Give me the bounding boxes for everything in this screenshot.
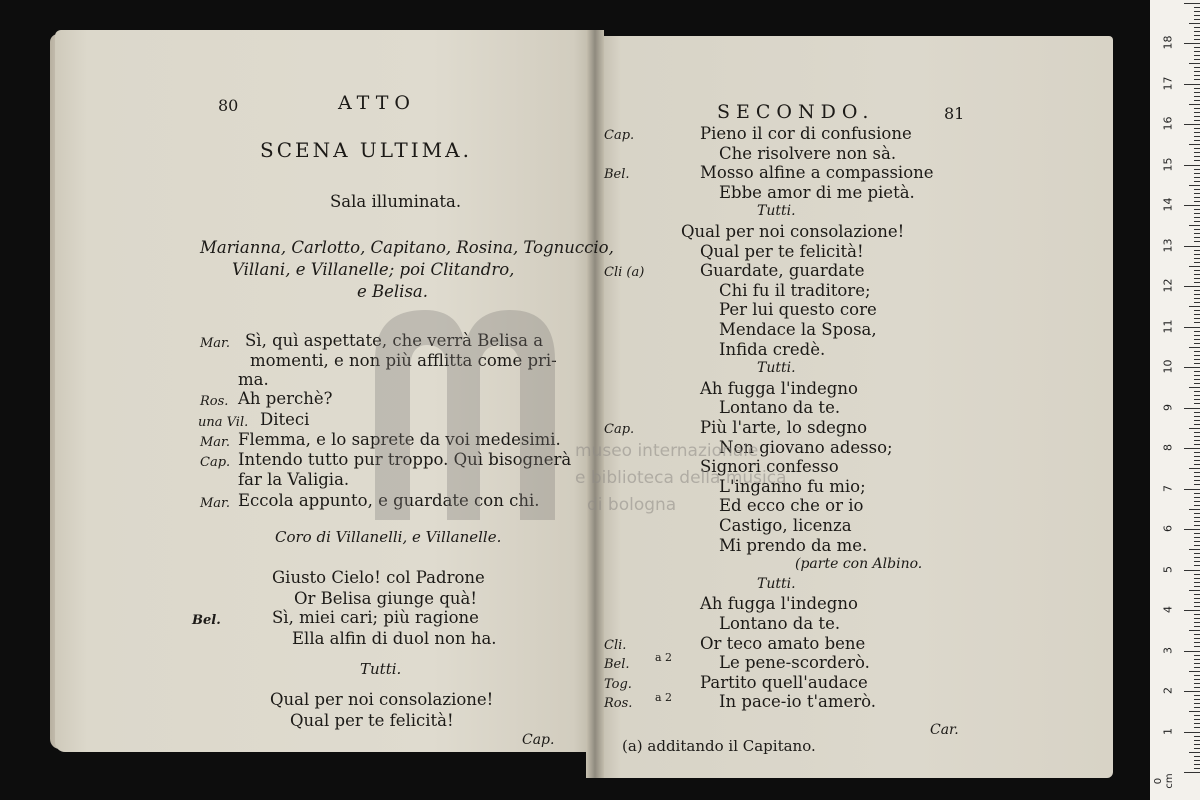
ruler-tick [1194,282,1200,283]
ruler-tick [1194,740,1200,741]
ruler-tick [1194,719,1200,720]
ruler-tick [1194,675,1200,676]
ruler-tick [1194,39,1200,40]
ruler-tick [1194,655,1200,656]
ruler-tick [1194,391,1200,392]
ruler-number: 11 [1161,319,1175,333]
ruler-tick [1194,424,1200,425]
watermark-line: museo internazionale [575,441,759,461]
ruler-tick [1189,347,1200,348]
ruler-number: 1 [1161,727,1175,735]
ruler-tick [1194,642,1200,643]
ruler-tick [1189,468,1200,469]
ruler-tick [1194,128,1200,129]
speaker-label: Cap. [604,128,635,143]
catchword: Car. [930,722,959,738]
ruler-tick [1194,436,1200,437]
ruler-tick [1194,262,1200,263]
ruler-tick [1189,104,1200,105]
verse-line: Che risolvere non sà. [719,143,897,163]
ruler-tick [1184,367,1200,368]
ruler-tick [1194,237,1200,238]
ruler-tick [1194,618,1200,619]
ruler-tick [1194,614,1200,615]
catchword: Cap. [522,732,555,748]
ruler-tick [1189,23,1200,24]
ruler-tick [1194,335,1200,336]
verse-line: Qual per noi consolazione! [270,690,494,709]
ruler-tick [1194,606,1200,607]
tutti-heading: Tutti. [360,660,402,678]
speaker-label: Tog. [604,676,632,692]
ruler-number: 3 [1161,646,1175,654]
ruler-tick [1184,448,1200,449]
dialogue-line: Sì, quì aspettate, che verrà Belisa a [245,331,544,350]
ruler-number: 8 [1161,444,1175,451]
ruler-tick [1194,505,1200,506]
ruler-tick [1194,667,1200,668]
ruler-number: 18 [1161,35,1175,50]
speaker-label: Cli (a) [604,265,645,281]
ruler-tick [1194,112,1200,113]
ruler-tick [1194,460,1200,461]
ruler-tick [1194,100,1200,101]
dialogue-line: Diteci [260,410,310,429]
ruler-tick [1194,497,1200,498]
characters-line: e Belisa. [357,282,429,301]
left-running-head: ATTO [338,92,416,114]
ruler-tick [1194,136,1200,137]
verse-line: Le pene-scorderò. [719,653,870,673]
ruler-tick [1194,152,1200,153]
verse-line: Mosso alfine a compassione [700,163,934,183]
ruler-tick [1184,3,1200,4]
left-page-number: 80 [218,96,239,115]
ruler-tick [1194,707,1200,708]
ruler-tick [1194,15,1200,16]
verse-line: Pieno il cor di confusione [700,124,912,143]
ruler-tick [1189,225,1200,226]
ruler-tick [1194,622,1200,623]
ruler-tick [1194,399,1200,400]
ruler-tick [1194,703,1200,704]
speaker-label: Bel. [192,613,221,628]
ruler-tick [1194,339,1200,340]
ruler-tick [1184,691,1200,692]
ruler-tick [1194,298,1200,299]
ruler-tick [1194,31,1200,32]
ruler-tick [1194,7,1200,8]
ruler-tick [1194,250,1200,251]
ruler-tick [1194,715,1200,716]
a2-mark: a 2 [655,691,673,704]
verse-line: Qual per te felicità! [700,241,864,261]
ruler-tick [1194,120,1200,121]
ruler-tick [1194,695,1200,696]
ruler-tick [1194,75,1200,76]
ruler-number: 7 [1161,484,1175,492]
ruler-tick [1194,586,1200,587]
ruler-tick [1184,124,1200,125]
ruler-tick [1194,229,1200,230]
ruler-tick [1194,403,1200,404]
ruler-tick [1184,610,1200,611]
verse-line: Mi prendo da me. [719,535,868,555]
ruler-tick [1194,646,1200,647]
ruler-tick [1194,659,1200,660]
ruler-tick [1194,160,1200,161]
ruler-tick [1194,258,1200,259]
measurement-ruler [1150,0,1200,800]
ruler-tick [1194,116,1200,117]
ruler-tick [1194,35,1200,36]
speaker-label: Ros. [604,696,633,712]
ruler-number: 5 [1161,565,1175,573]
ruler-tick [1194,108,1200,109]
ruler-tick [1189,549,1200,550]
ruler-tick [1194,699,1200,700]
ruler-tick [1194,294,1200,295]
chorus-heading: Coro di Villanelli, e Villanelle. [275,528,502,546]
ruler-tick [1194,177,1200,178]
ruler-tick [1194,359,1200,360]
verse-line: Ebbe amor di me pietà. [719,182,915,202]
ruler-tick [1184,327,1200,328]
verse-line: Ed ecco che or io [719,496,864,516]
ruler-tick [1194,140,1200,141]
ruler-tick [1194,456,1200,457]
ruler-tick [1194,322,1200,323]
ruler-tick [1194,687,1200,688]
ruler-tick [1194,92,1200,93]
ruler-tick [1189,185,1200,186]
verse-line: Mendace la Sposa, [719,320,877,339]
ruler-tick [1194,594,1200,595]
verse-line: Or teco amato bene [700,633,866,653]
ruler-number: 4 [1161,606,1175,613]
ruler-tick [1194,274,1200,275]
speaker-label: Mar. [200,496,230,511]
ruler-number: 13 [1161,238,1175,252]
speaker-label: una Vil. [198,415,249,430]
ruler-tick [1194,553,1200,554]
ruler-tick [1194,582,1200,583]
ruler-tick [1194,764,1200,765]
verse-line: L'inganno fu mio; [719,476,866,496]
ruler-tick [1189,671,1200,672]
ruler-tick [1194,602,1200,603]
ruler-tick [1189,63,1200,64]
stage-direction: Tutti. [757,575,796,592]
ruler-number: 12 [1161,278,1175,293]
stage-direction: Tutti. [757,360,796,377]
verse-line: Lontano da te. [719,398,841,418]
verse-line: Or Belisa giunge quà! [294,589,477,608]
ruler-tick [1189,509,1200,510]
verse-line: Ella alfin di duol non ha. [292,629,497,648]
ruler-tick [1194,472,1200,473]
ruler-tick [1184,570,1200,571]
ruler-tick [1194,663,1200,664]
ruler-tick [1194,679,1200,680]
ruler-tick [1194,517,1200,518]
ruler-tick [1194,79,1200,80]
ruler-tick [1194,476,1200,477]
verse-line: Infida credè. [719,339,826,359]
ruler-tick [1194,440,1200,441]
verse-line: Chi fu il traditore; [719,280,871,300]
verse-line: Non giovano adesso; [719,437,893,457]
ruler-tick [1194,71,1200,72]
ruler-tick [1194,221,1200,222]
ruler-tick [1194,383,1200,384]
speaker-label: Cap. [200,455,231,470]
verse-line: Lontano da te. [719,614,841,633]
dialogue-line: far la Valigia. [238,470,350,489]
right-running-head: SECONDO. [717,101,875,123]
verse-line: Sì, miei cari; più ragione [272,608,479,627]
speaker-label: Bel. [604,657,630,673]
verse-line: Ah fugga l'indegno [700,378,858,398]
ruler-tick [1194,501,1200,502]
ruler-tick [1194,351,1200,352]
stage-direction: (parte con Albino. [795,556,923,573]
ruler-tick [1194,156,1200,157]
ruler-tick [1189,590,1200,591]
dialogue-line: momenti, e non più afflitta come pri- [250,351,557,370]
characters-line: Marianna, Carlotto, Capitano, Rosina, Tognuccio, [200,238,614,257]
ruler-tick [1189,630,1200,631]
ruler-tick [1194,355,1200,356]
ruler-tick [1194,55,1200,56]
ruler-tick [1194,318,1200,319]
scene-title: SCENA ULTIMA. [260,138,472,162]
ruler-tick [1184,651,1200,652]
a2-mark: a 2 [655,651,673,664]
ruler-tick [1184,529,1200,530]
ruler-tick [1189,144,1200,145]
right-page-number: 81 [944,104,965,123]
dialogue-line: Intendo tutto pur troppo. Quì bisognerà [238,450,572,469]
ruler-tick [1194,278,1200,279]
verse-line: In pace-io t'amerò. [719,692,877,712]
ruler-tick [1194,314,1200,315]
ruler-tick [1194,213,1200,214]
verse-line: Guardate, guardate [700,261,865,281]
ruler-tick [1194,756,1200,757]
ruler-tick [1194,173,1200,174]
ruler-tick [1194,371,1200,372]
dialogue-line: Eccola appunto, e guardate con chi. [238,491,540,510]
ruler-tick [1194,241,1200,242]
footnote: (a) additando il Capitano. [622,737,816,755]
ruler-tick [1189,306,1200,307]
ruler-tick [1184,408,1200,409]
ruler-number: 9 [1161,403,1175,411]
ruler-tick [1194,432,1200,433]
ruler-number: 17 [1161,76,1175,90]
ruler-tick [1194,379,1200,380]
ruler-tick [1184,489,1200,490]
ruler-tick [1194,181,1200,182]
ruler-tick [1194,27,1200,28]
verse-line: Più l'arte, lo sdegno [700,418,868,437]
ruler-tick [1184,286,1200,287]
ruler-tick [1194,545,1200,546]
ruler-tick [1194,310,1200,311]
ruler-tick [1194,521,1200,522]
ruler-tick [1194,748,1200,749]
ruler-tick [1194,189,1200,190]
ruler-number: 2 [1161,687,1175,694]
ruler-tick [1189,752,1200,753]
ruler-tick [1194,51,1200,52]
speaker-label: Mar. [200,435,230,450]
ruler-tick [1194,197,1200,198]
ruler-tick [1194,96,1200,97]
ruler-tick [1194,598,1200,599]
ruler-tick [1194,11,1200,12]
ruler-tick [1194,233,1200,234]
ruler-tick [1189,428,1200,429]
ruler-number: 16 [1161,116,1175,131]
ruler-tick [1194,132,1200,133]
verse-line: Castigo, licenza [719,516,852,535]
ruler-tick [1194,626,1200,627]
ruler-tick [1194,217,1200,218]
ruler-number: 15 [1161,157,1175,171]
ruler-tick [1194,420,1200,421]
ruler-tick [1194,464,1200,465]
ruler-tick [1194,561,1200,562]
verse-line: Per lui questo core [719,300,877,320]
ruler-tick [1194,557,1200,558]
ruler-tick [1194,760,1200,761]
ruler-tick [1184,772,1200,773]
ruler-tick [1189,387,1200,388]
ruler-tick [1194,302,1200,303]
stage-direction: Tutti. [757,203,796,220]
ruler-tick [1194,331,1200,332]
ruler-tick [1194,148,1200,149]
scene-setting: Sala illuminata. [330,192,462,211]
ruler-tick [1194,209,1200,210]
watermark-text [575,438,787,519]
ruler-tick [1194,541,1200,542]
ruler-tick [1194,47,1200,48]
verse-line: Partito quell'audace [700,672,868,692]
watermark-line: e biblioteca della musica [575,468,787,488]
ruler-tick [1194,395,1200,396]
verse-line: Signori confesso [700,457,839,477]
dialogue-line: Ah perchè? [238,389,333,408]
ruler-tick [1194,537,1200,538]
ruler-tick [1194,290,1200,291]
ruler-tick [1194,444,1200,445]
ruler-tick [1194,88,1200,89]
ruler-tick [1189,266,1200,267]
ruler-tick [1184,165,1200,166]
ruler-number: 10 [1161,359,1175,374]
ruler-tick [1194,412,1200,413]
ruler-tick [1194,533,1200,534]
ruler-tick [1194,683,1200,684]
ruler-tick [1194,67,1200,68]
ruler-number: 14 [1161,197,1175,212]
ruler-tick [1194,254,1200,255]
ruler-tick [1194,574,1200,575]
dialogue-line: Flemma, e lo saprete da voi medesimi. [238,430,561,449]
ruler-tick [1189,711,1200,712]
ruler-tick [1194,201,1200,202]
ruler-tick [1194,727,1200,728]
ruler-tick [1194,484,1200,485]
ruler-tick [1194,744,1200,745]
ruler-tick [1184,732,1200,733]
speaker-label: Cli. [604,637,627,653]
ruler-number: 6 [1161,525,1175,532]
ruler-tick [1194,525,1200,526]
ruler-tick [1194,578,1200,579]
ruler-tick [1194,452,1200,453]
verse-line: Ah fugga l'indegno [700,594,858,614]
ruler-tick [1194,375,1200,376]
verse-line: Qual per te felicità! [290,711,454,730]
ruler-unit-label: 0 cm [1153,773,1175,789]
ruler-tick [1194,634,1200,635]
ruler-tick [1194,768,1200,769]
ruler-tick [1194,193,1200,194]
ruler-tick [1194,638,1200,639]
ruler-tick [1194,270,1200,271]
ruler-tick [1194,723,1200,724]
ruler-tick [1194,565,1200,566]
watermark-line: di bologna [587,495,677,515]
characters-line: Villani, e Villanelle; poi Clitandro, [232,260,515,279]
ruler-tick [1194,363,1200,364]
ruler-tick [1194,59,1200,60]
speaker-label: Ros. [200,394,229,409]
ruler-tick [1194,480,1200,481]
ruler-tick [1194,513,1200,514]
ruler-tick [1184,43,1200,44]
dialogue-line: ma. [238,370,269,389]
ruler-tick [1194,343,1200,344]
book-gutter [586,30,604,778]
speaker-label: Cap. [604,422,635,437]
ruler-tick [1184,205,1200,206]
ruler-tick [1194,169,1200,170]
verse-line: Giusto Cielo! col Padrone [272,568,485,587]
speaker-label: Mar. [200,336,230,351]
ruler-tick [1194,19,1200,20]
ruler-tick [1194,736,1200,737]
speaker-label: Bel. [604,167,630,183]
ruler-tick [1194,493,1200,494]
ruler-tick [1184,84,1200,85]
ruler-tick [1194,416,1200,417]
ruler-tick [1184,246,1200,247]
verse-line: Qual per noi consolazione! [681,222,905,241]
